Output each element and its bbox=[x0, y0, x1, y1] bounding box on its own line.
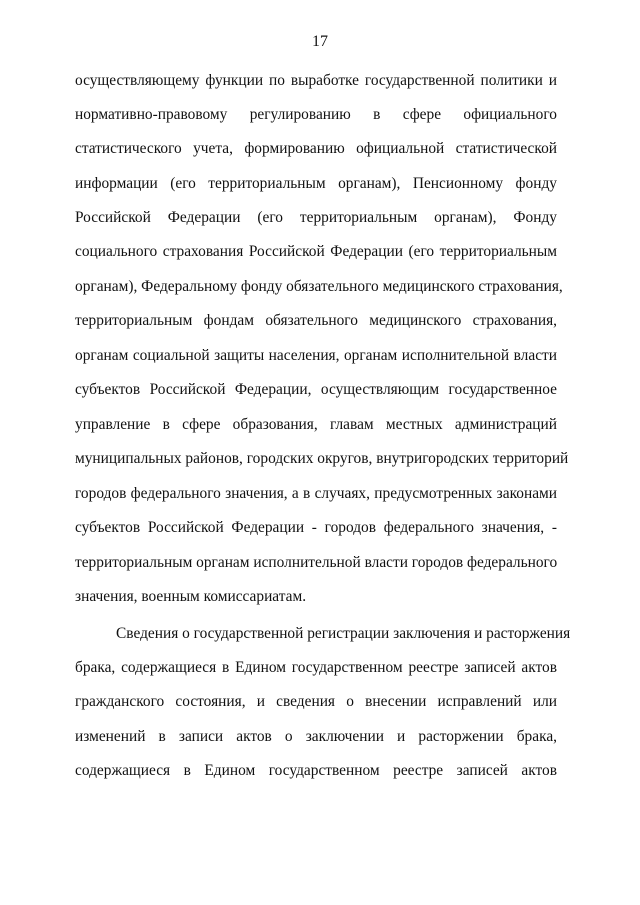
paragraph-1-line-9: органам социальной защиты населения, органам исполнительной власти bbox=[75, 347, 557, 364]
paragraph-1-line-15: территориальным органам исполнительной власти городов федерального bbox=[75, 554, 558, 571]
paragraph-1-line-4: информации (его территориальным органам), Пенсионному фонду bbox=[75, 175, 557, 192]
paragraph-1-line-2: нормативно-правовому регулированию в сфере официального bbox=[75, 106, 557, 123]
paragraph-1-line-5: Российской Федерации (его территориальным органам), Фонду bbox=[75, 209, 557, 226]
paragraph-2-line-3: гражданского состояния, и сведения о внесении исправлений или bbox=[75, 693, 557, 710]
paragraph-1-line-16: значения, военным комиссариатам. bbox=[75, 588, 307, 605]
paragraph-2-line-5: содержащиеся в Едином государственном реестре записей актов bbox=[75, 762, 557, 779]
paragraph-1-line-1: осуществляющему функции по выработке государственной политики и bbox=[75, 72, 557, 89]
paragraph-2-line-1: Сведения о государственной регистрации заключения и расторжения bbox=[116, 625, 571, 642]
paragraph-1-line-8: территориальным фондам обязательного медицинского страхования, bbox=[75, 312, 557, 329]
paragraph-1-line-6: социального страхования Российской Федерации (его территориальным bbox=[75, 243, 557, 260]
paragraph-1-line-7: органам), Федеральному фонду обязательного медицинского страхования, bbox=[75, 278, 563, 295]
paragraph-1-line-13: городов федерального значения, а в случаях, предусмотренных законами bbox=[75, 485, 557, 502]
page-number: 17 bbox=[312, 33, 328, 50]
paragraph-1-line-10: субъектов Российской Федерации, осуществляющим государственное bbox=[75, 381, 557, 398]
paragraph-2-line-4: изменений в записи актов о заключении и расторжении брака, bbox=[75, 728, 557, 745]
paragraph-1-line-14: субъектов Российской Федерации - городов федерального значения, - bbox=[75, 519, 557, 536]
paragraph-1-line-3: статистического учета, формированию официальной статистической bbox=[75, 140, 557, 157]
paragraph-1-line-12: муниципальных районов, городских округов, внутригородских территорий bbox=[75, 450, 569, 467]
paragraph-2-line-2: брака, содержащиеся в Едином государственном реестре записей актов bbox=[75, 659, 557, 676]
paragraph-1-line-11: управление в сфере образования, главам местных администраций bbox=[75, 416, 557, 433]
